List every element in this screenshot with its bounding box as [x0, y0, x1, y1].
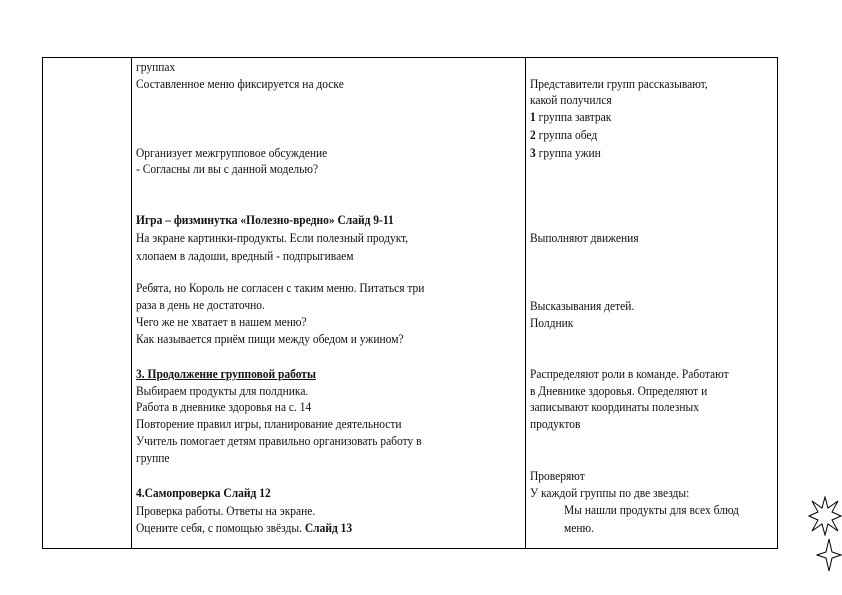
- self-check-title: 4.Самопроверка Слайд 12: [136, 486, 271, 500]
- text-line: записывают координаты полезных: [530, 400, 699, 414]
- text-line: группах: [136, 60, 176, 74]
- text-line: Составленное меню фиксируется на доске: [136, 77, 344, 91]
- text-line: хлопаем в ладоши, вредный - подпрыгиваем: [136, 249, 354, 263]
- text-line: Распределяют роли в команде. Работают: [530, 367, 729, 381]
- group-line: [530, 127, 597, 143]
- text-line: - Согласны ли вы с данной моделью?: [136, 162, 319, 176]
- table-bottom-border: [42, 548, 777, 549]
- text-line: группе: [136, 451, 170, 465]
- group-meal: группа завтрак: [535, 110, 612, 124]
- text-line: Ребята, но Король не согласен с таким меню. Питаться три: [136, 281, 425, 295]
- self-check-prompt: Оцените себя, с помощью звёзды.: [136, 521, 305, 535]
- text-line: продуктов: [530, 417, 581, 431]
- table-top-border: [42, 57, 777, 58]
- group-line: [530, 109, 611, 125]
- group-number: 1: [530, 110, 536, 124]
- text-line: На экране картинки-продукты. Если полезный продукт,: [136, 231, 409, 245]
- text-line: Выбираем продукты для полдника.: [136, 384, 309, 398]
- slide-reference: Слайд 13: [304, 521, 353, 535]
- group-line: [530, 145, 601, 161]
- game-title: Игра – физминутка «Полезно-вредно» Слайд 9-11: [136, 213, 394, 227]
- four-point-star-icon: [816, 538, 842, 572]
- column-divider-2: [525, 57, 526, 549]
- text-line: Представители групп рассказывают,: [530, 77, 708, 91]
- text-line: какой получился: [530, 93, 612, 107]
- group-number: 2: [530, 128, 536, 142]
- group-work-title: 3. Продолжение групповой работы: [136, 367, 316, 381]
- text-line: Чего же не хватает в нашем меню?: [136, 315, 307, 329]
- text-line: Учитель помогает детям правильно организовать работу в: [136, 434, 422, 448]
- text-line: Как называется приём пищи между обедом и ужином?: [136, 332, 404, 346]
- text-line: Выполняют движения: [530, 231, 639, 245]
- burst-star-icon: [808, 496, 842, 536]
- table-left-border: [42, 57, 43, 549]
- text-line: Проверяют: [530, 469, 585, 483]
- text-line: меню.: [564, 521, 595, 535]
- text-line: в Дневнике здоровья. Определяют и: [530, 384, 708, 398]
- text-line: У каждой группы по две звезды:: [530, 486, 690, 500]
- text-line: раза в день не достаточно.: [136, 298, 265, 312]
- text-line: Проверка работы. Ответы на экране.: [136, 504, 316, 518]
- text-line: Полдник: [530, 316, 574, 330]
- text-line: Организует межгрупповое обсуждение: [136, 146, 328, 160]
- group-meal: группа обед: [535, 128, 598, 142]
- text-line: [136, 520, 352, 536]
- group-number: 3: [530, 146, 536, 160]
- text-line: Повторение правил игры, планирование деятельности: [136, 417, 402, 431]
- text-line: Работа в дневнике здоровья на с. 14: [136, 400, 312, 414]
- table-right-border: [777, 57, 778, 549]
- group-meal: группа ужин: [535, 146, 601, 160]
- text-line: Высказывания детей.: [530, 299, 635, 313]
- text-line: Мы нашли продукты для всех блюд: [564, 503, 739, 517]
- column-divider-1: [131, 57, 132, 549]
